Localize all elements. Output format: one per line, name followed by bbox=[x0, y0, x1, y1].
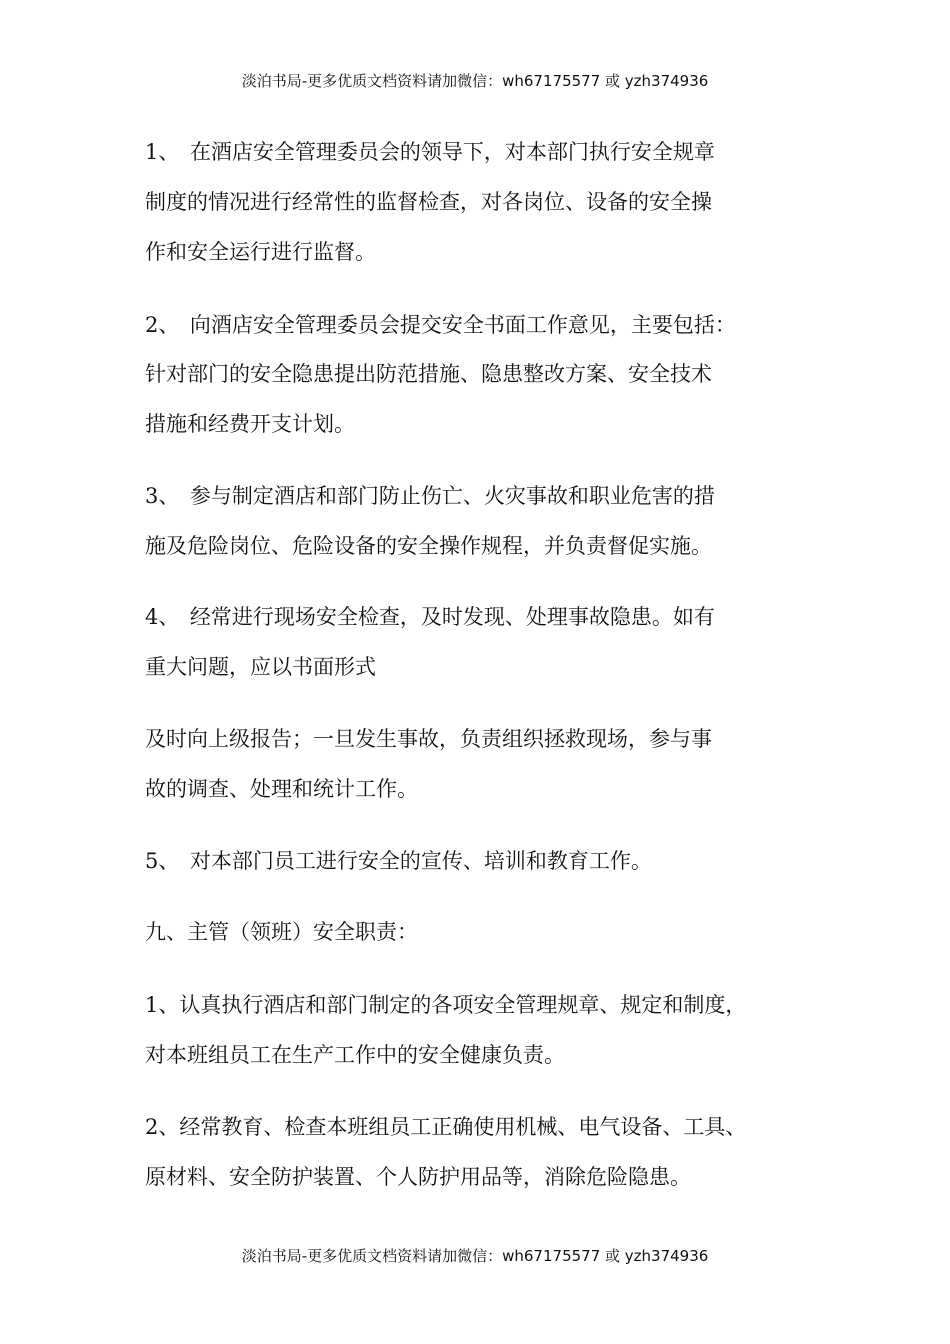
text-line: 措施和经费开支计划。 bbox=[145, 412, 355, 436]
page-footer-watermark: 淡泊书局-更多优质文档资料请加微信：wh67175577 或 yzh374936 bbox=[241, 1247, 709, 1265]
text-line: 及时向上级报告；一旦发生事故，负责组织拯救现场，参与事 bbox=[145, 727, 712, 751]
text-line: 1、认真执行酒店和部门制定的各项安全管理规章、规定和制度， bbox=[145, 993, 747, 1017]
text-line: 1、 在酒店安全管理委员会的领导下，对本部门执行安全规章 bbox=[145, 140, 715, 164]
text-line: 原材料、安全防护装置、个人防护用品等，消除危险隐患。 bbox=[145, 1165, 691, 1189]
text-line: 针对部门的安全隐患提出防范措施、隐患整改方案、安全技术 bbox=[145, 362, 712, 386]
text-line: 作和安全运行进行监督。 bbox=[145, 240, 376, 264]
text-line: 2、经常教育、检查本班组员工正确使用机械、电气设备、工具、 bbox=[145, 1115, 747, 1139]
text-line: 对本班组员工在生产工作中的安全健康负责。 bbox=[145, 1043, 565, 1067]
text-line: 施及危险岗位、危险设备的安全操作规程，并负责督促实施。 bbox=[145, 534, 712, 558]
page-header-watermark: 淡泊书局-更多优质文档资料请加微信：wh67175577 或 yzh374936 bbox=[241, 72, 709, 90]
text-line: 4、 经常进行现场安全检查，及时发现、处理事故隐患。如有 bbox=[145, 605, 715, 629]
text-line: 重大问题，应以书面形式 bbox=[145, 655, 376, 679]
text-line: 3、 参与制定酒店和部门防止伤亡、火灾事故和职业危害的措 bbox=[145, 484, 715, 508]
text-line: 制度的情况进行经常性的监督检查，对各岗位、设备的安全操 bbox=[145, 190, 712, 214]
text-line: 九、主管（领班）安全职责： bbox=[145, 920, 418, 944]
text-line: 故的调查、处理和统计工作。 bbox=[145, 777, 418, 801]
text-line: 2、 向酒店安全管理委员会提交安全书面工作意见，主要包括： bbox=[145, 313, 736, 337]
text-line: 5、 对本部门员工进行安全的宣传、培训和教育工作。 bbox=[145, 849, 652, 873]
